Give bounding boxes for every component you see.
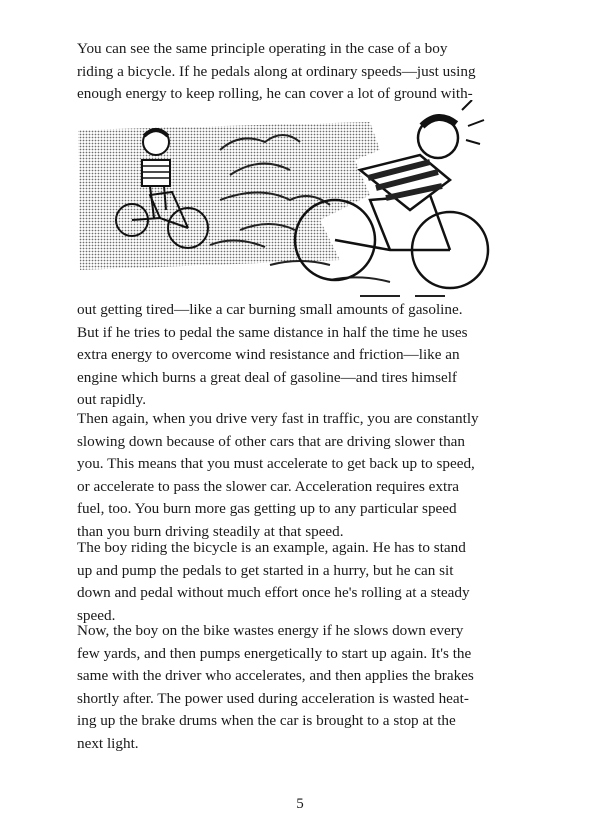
- text-line: The boy riding the bicycle is an example, again. He has to stand: [77, 539, 466, 556]
- text-line: ing up the brake drums when the car is brought to a stop at the: [77, 712, 456, 729]
- text-line: engine which burns a great deal of gasoline—and tires himself: [77, 368, 457, 386]
- text-line: down and pedal without much effort once he's rolling at a steady: [77, 584, 470, 601]
- text-line: you. This means that you must accelerate to get back up to speed,: [77, 455, 475, 472]
- text-line: slowing down because of other cars that are driving slower than: [77, 432, 466, 450]
- text-line: or accelerate to pass the slower car. Acceleration requires extra: [77, 477, 460, 495]
- paragraph-2: [77, 299, 517, 412]
- text-line: than you burn driving steadily at that speed.: [77, 522, 344, 540]
- paragraph-3: [77, 408, 517, 543]
- text-line: extra energy to overcome wind resistance and friction—like an: [77, 346, 460, 363]
- text-line: Now, the boy on the bike wastes energy if he slows down every: [77, 622, 464, 639]
- bicycle-illustration: [70, 100, 520, 310]
- text-line: You can see the same principle operating in the case of a boy: [77, 40, 448, 57]
- text-line: up and pump the pedals to get started in a hurry, but he can sit: [77, 561, 454, 579]
- text-line: But if he tries to pedal the same distance in half the time he uses: [77, 323, 468, 341]
- page-number: 5: [296, 796, 304, 812]
- text-line: same with the driver who accelerates, and then applies the brakes: [77, 667, 474, 684]
- text-line: next light.: [77, 734, 139, 752]
- paragraph-4: [77, 537, 517, 627]
- text-line: Then again, when you drive very fast in traffic, you are constantly: [77, 410, 479, 427]
- text-line: out rapidly.: [77, 391, 147, 408]
- paragraph-5: [77, 620, 517, 755]
- paragraph-1: [77, 38, 517, 106]
- text-line: shortly after. The power used during acceleration is wasted heat-: [77, 689, 469, 707]
- text-line: speed.: [77, 606, 116, 624]
- text-line: out getting tired—like a car burning small amounts of gasoline.: [77, 301, 463, 318]
- text-line: riding a bicycle. If he pedals along at ordinary speeds—just using: [77, 62, 476, 80]
- text-line: fuel, too. You burn more gas getting up to any particular speed: [77, 500, 457, 517]
- text-line: enough energy to keep rolling, he can cover a lot of ground with-: [77, 85, 473, 102]
- text-line: few yards, and then pumps energetically to start up again. It's the: [77, 644, 472, 662]
